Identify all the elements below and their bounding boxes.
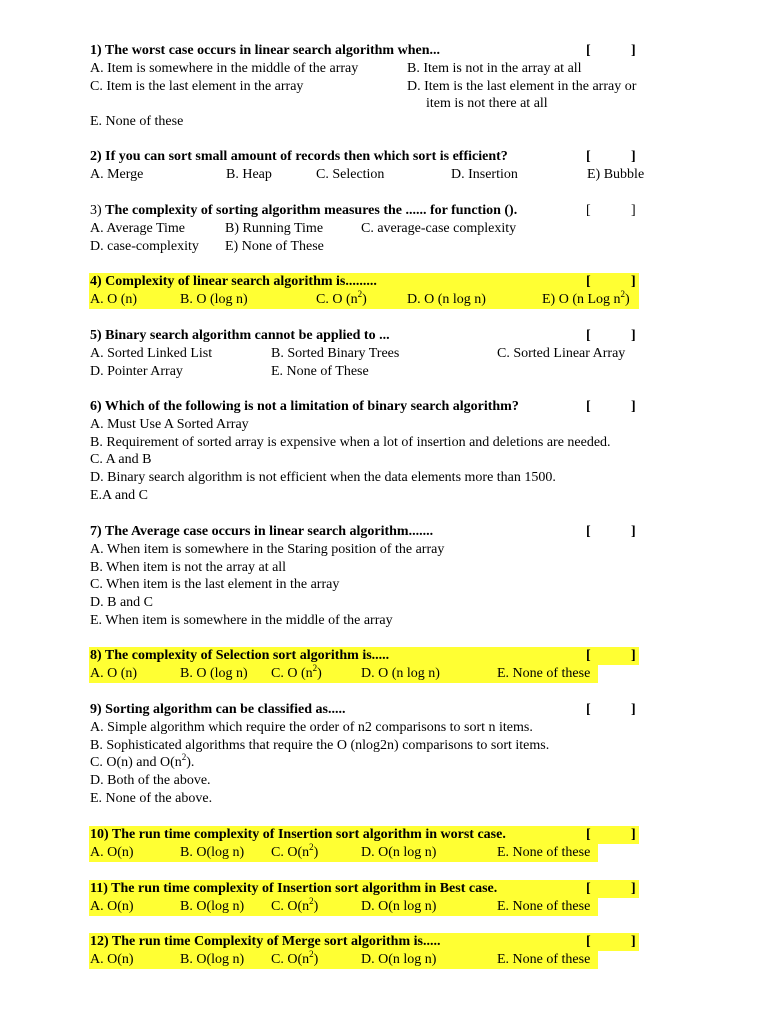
question-12 <box>90 933 650 969</box>
answer-bracket-close: ] <box>631 399 636 414</box>
option-d: D. O (n log n) <box>407 291 486 307</box>
option-a: A. O (n) <box>90 665 138 681</box>
option-b: B. Item is not in the array at all <box>407 60 582 76</box>
option-e: E) O (n Log $n^2$) <box>542 288 630 307</box>
question-5 <box>90 327 650 380</box>
question-text: 5) Binary search algorithm cannot be applied to ... <box>90 328 390 343</box>
option-d: D. case-complexity <box>90 238 199 254</box>
option-c: C. $O(n^2)$ <box>271 948 319 967</box>
option-e: E. None of these <box>497 951 591 967</box>
option-d: D. O (n log n) <box>361 665 440 681</box>
answer-bracket-open: [ <box>586 827 591 842</box>
option-d: D. Item is the last element in the array or <box>407 78 637 94</box>
option-e: E. None of these <box>90 114 184 130</box>
answer-bracket-open: [ <box>586 702 591 717</box>
option-a: A. O(n) <box>90 898 134 914</box>
option-d: D. Both of the above. <box>90 773 211 789</box>
answer-bracket-open: [ <box>586 881 591 896</box>
option-e: E) Bubble <box>587 166 645 182</box>
option-c: C. Item is the last element in the array <box>90 78 304 94</box>
option-d: D. O(n log n) <box>361 844 437 860</box>
question-text: 10) The run time complexity of Insertion sort algorithm in worst case. <box>90 827 506 842</box>
answer-bracket-close: ] <box>631 648 636 663</box>
answer-bracket-close: ] <box>631 934 636 949</box>
question-10 <box>90 826 650 862</box>
option-a: A. Item is somewhere in the middle of the array <box>90 60 359 76</box>
answer-bracket-close: ] <box>631 881 636 896</box>
option-a: A. O(n) <box>90 844 134 860</box>
option-b: B. Sophisticated algorithms that require the O (nlog2n) comparisons to sort items. <box>90 737 550 753</box>
answer-bracket-close: ] <box>631 203 636 218</box>
option-c: C. $O(n^2)$ <box>271 841 319 860</box>
question-4 <box>90 273 650 309</box>
answer-bracket-open: [ <box>586 524 591 539</box>
option-d-continued: item is not there at all <box>426 96 548 112</box>
option-a: A. When item is somewhere in the Staring position of the array <box>90 541 445 557</box>
option-e: E. When item is somewhere in the middle of the array <box>90 612 393 628</box>
answer-bracket-open: [ <box>586 934 591 949</box>
question-2 <box>90 148 650 184</box>
question-7 <box>90 523 650 630</box>
question-11 <box>90 880 650 916</box>
answer-bracket-close: ] <box>631 274 636 289</box>
option-b: B. O(log n) <box>180 951 245 967</box>
answer-bracket-open: [ <box>586 203 591 218</box>
option-b: B. When item is not the array at all <box>90 559 287 575</box>
option-c: C. When item is the last element in the array <box>90 577 340 593</box>
option-c: C. average-case complexity <box>361 220 517 236</box>
option-a: A. O(n) <box>90 951 134 967</box>
option-a: A. Sorted Linked List <box>90 345 213 361</box>
option-d: D. O(n log n) <box>361 898 437 914</box>
option-c: C. $O(n^2)$ <box>271 895 319 914</box>
answer-bracket-open: [ <box>586 399 591 414</box>
option-e: E. None of these <box>497 844 591 860</box>
question-text: 1) The worst case occurs in linear search algorithm when... <box>90 43 440 58</box>
option-d: D. O(n log n) <box>361 951 437 967</box>
option-d: D. B and C <box>90 595 153 611</box>
answer-bracket-close: ] <box>631 149 636 164</box>
option-a: A. Simple algorithm which require the order of n2 comparisons to sort n items. <box>90 719 533 735</box>
answer-bracket-open: [ <box>586 328 591 343</box>
answer-bracket-close: ] <box>631 524 636 539</box>
answer-bracket-close: ] <box>631 827 636 842</box>
option-e: E. None of these <box>497 898 591 914</box>
option-b: B. Heap <box>226 166 272 182</box>
question-9 <box>90 701 650 808</box>
option-e: E. None of these <box>497 665 591 681</box>
question-text: 7) The Average case occurs in linear search algorithm....... <box>90 524 434 539</box>
answer-bracket-open: [ <box>586 43 591 58</box>
option-c: C. O(n) and $O(n^2)$. <box>90 752 195 771</box>
option-d: D. Pointer Array <box>90 363 183 379</box>
option-e: E. None of These <box>271 363 369 379</box>
option-a: A. O (n) <box>90 291 138 307</box>
option-a: A. Must Use A Sorted Array <box>90 416 249 432</box>
answer-bracket-open: [ <box>586 149 591 164</box>
question-3 <box>90 202 650 255</box>
option-b: B. O(log n) <box>180 844 245 860</box>
option-c: C. Selection <box>316 166 385 182</box>
answer-bracket-close: ] <box>631 328 636 343</box>
option-e: E. None of the above. <box>90 790 213 806</box>
question-text: 4) Complexity of linear search algorithm is......... <box>90 274 377 289</box>
answer-bracket-open: [ <box>586 648 591 663</box>
option-e: E) None of These <box>225 238 324 254</box>
option-e: E.A and C <box>90 487 148 503</box>
option-d: D. Insertion <box>451 166 518 182</box>
answer-bracket-close: ] <box>631 43 636 58</box>
question-6 <box>90 398 670 505</box>
option-c: C. Sorted Linear Array <box>497 345 626 361</box>
option-a: A. Merge <box>90 166 144 182</box>
option-a: A. Average Time <box>90 220 186 236</box>
question-text: 3) The complexity of sorting algorithm measures the ...... for function (). <box>90 203 518 218</box>
option-b: B. Requirement of sorted array is expensive when a lot of insertion and deletions are needed. <box>90 434 611 450</box>
option-b: B) Running Time <box>225 220 324 236</box>
question-text: 8) The complexity of Selection sort algorithm is..... <box>90 648 390 663</box>
question-text: 6) Which of the following is not a limitation of binary search algorithm? <box>90 399 519 414</box>
question-text: 2) If you can sort small amount of records then which sort is efficient? <box>90 149 508 164</box>
option-b: B. O(log n) <box>180 898 245 914</box>
answer-bracket-close: ] <box>631 702 636 717</box>
option-b: B. O (log n) <box>180 665 248 681</box>
question-text: 9) Sorting algorithm can be classified as..... <box>90 702 346 717</box>
answer-bracket-open: [ <box>586 274 591 289</box>
option-b: B. O (log n) <box>180 291 248 307</box>
question-text: 11) The run time complexity of Insertion sort algorithm in Best case. <box>90 881 498 896</box>
question-1 <box>90 42 650 131</box>
option-d: D. Binary search algorithm is not efficient when the data elements more than 1500. <box>90 470 556 486</box>
option-c: C. O $(n^2)$ <box>271 662 322 681</box>
question-text: 12) The run time Complexity of Merge sort algorithm is..... <box>90 934 441 949</box>
option-b: B. Sorted Binary Trees <box>271 345 400 361</box>
option-c: C. O $(n^2)$ <box>316 288 367 307</box>
option-c: C. A and B <box>90 452 152 468</box>
question-8 <box>90 647 650 683</box>
